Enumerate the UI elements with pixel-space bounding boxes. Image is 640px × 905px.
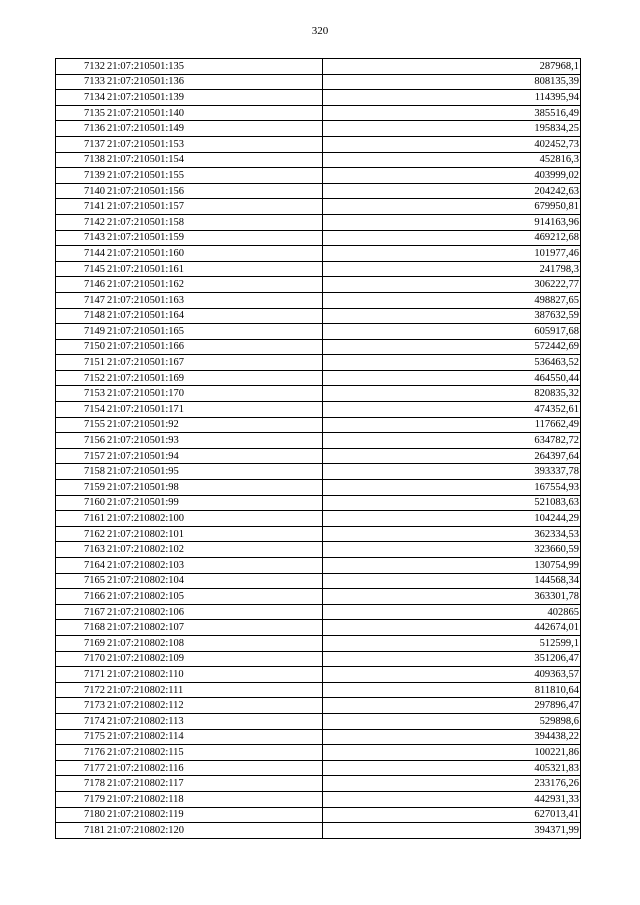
registry-table	[55, 58, 581, 839]
cadastral-number-cell: 21:07:210501:94	[106, 448, 323, 464]
table-row	[56, 277, 581, 293]
cadastral-number-cell: 21:07:210501:161	[106, 261, 323, 277]
cadastral-number-cell: 21:07:210802:100	[106, 511, 323, 527]
value-cell: 402452,73	[323, 136, 581, 152]
row-number-cell: 7157	[56, 448, 107, 464]
row-number-cell: 7165	[56, 573, 107, 589]
cadastral-number-cell: 21:07:210501:139	[106, 90, 323, 106]
row-number-cell: 7154	[56, 402, 107, 418]
table-row	[56, 308, 581, 324]
table-row	[56, 651, 581, 667]
table-row	[56, 74, 581, 90]
cadastral-number-cell: 21:07:210501:93	[106, 433, 323, 449]
cadastral-number-cell: 21:07:210501:167	[106, 355, 323, 371]
cadastral-number-cell: 21:07:210802:114	[106, 729, 323, 745]
table-row	[56, 729, 581, 745]
value-cell: 403999,02	[323, 168, 581, 184]
row-number-cell: 7181	[56, 823, 107, 839]
row-number-cell: 7155	[56, 417, 107, 433]
table-row	[56, 230, 581, 246]
table-row	[56, 760, 581, 776]
row-number-cell: 7166	[56, 589, 107, 605]
value-cell: 104244,29	[323, 511, 581, 527]
table-row	[56, 292, 581, 308]
value-cell: 393337,78	[323, 464, 581, 480]
row-number-cell: 7164	[56, 558, 107, 574]
row-number-cell: 7150	[56, 339, 107, 355]
row-number-cell: 7168	[56, 620, 107, 636]
cadastral-number-cell: 21:07:210501:98	[106, 480, 323, 496]
cadastral-number-cell: 21:07:210501:164	[106, 308, 323, 324]
value-cell: 402865	[323, 604, 581, 620]
cadastral-number-cell: 21:07:210802:101	[106, 526, 323, 542]
cadastral-number-cell: 21:07:210501:136	[106, 74, 323, 90]
value-cell: 627013,41	[323, 807, 581, 823]
row-number-cell: 7151	[56, 355, 107, 371]
table-row	[56, 480, 581, 496]
cadastral-number-cell: 21:07:210501:92	[106, 417, 323, 433]
value-cell: 536463,52	[323, 355, 581, 371]
table-row	[56, 386, 581, 402]
cadastral-number-cell: 21:07:210501:170	[106, 386, 323, 402]
table-row	[56, 589, 581, 605]
value-cell: 100221,86	[323, 745, 581, 761]
value-cell: 605917,68	[323, 324, 581, 340]
row-number-cell: 7170	[56, 651, 107, 667]
table-row	[56, 448, 581, 464]
table-row	[56, 214, 581, 230]
value-cell: 323660,59	[323, 542, 581, 558]
row-number-cell: 7146	[56, 277, 107, 293]
table-row	[56, 698, 581, 714]
row-number-cell: 7156	[56, 433, 107, 449]
value-cell: 387632,59	[323, 308, 581, 324]
row-number-cell: 7137	[56, 136, 107, 152]
table-row	[56, 745, 581, 761]
table-body	[56, 59, 581, 839]
table-row	[56, 183, 581, 199]
row-number-cell: 7160	[56, 495, 107, 511]
cadastral-number-cell: 21:07:210802:115	[106, 745, 323, 761]
cadastral-number-cell: 21:07:210501:157	[106, 199, 323, 215]
table-row	[56, 136, 581, 152]
table-row	[56, 495, 581, 511]
value-cell: 512599,1	[323, 635, 581, 651]
table-row	[56, 168, 581, 184]
row-number-cell: 7172	[56, 682, 107, 698]
value-cell: 233176,26	[323, 776, 581, 792]
row-number-cell: 7152	[56, 370, 107, 386]
cadastral-number-cell: 21:07:210501:163	[106, 292, 323, 308]
cadastral-number-cell: 21:07:210501:95	[106, 464, 323, 480]
row-number-cell: 7142	[56, 214, 107, 230]
cadastral-number-cell: 21:07:210501:154	[106, 152, 323, 168]
table-row	[56, 542, 581, 558]
cadastral-number-cell: 21:07:210501:165	[106, 324, 323, 340]
table-row	[56, 199, 581, 215]
table-row	[56, 620, 581, 636]
value-cell: 394438,22	[323, 729, 581, 745]
table-row	[56, 635, 581, 651]
cadastral-number-cell: 21:07:210501:99	[106, 495, 323, 511]
table-row	[56, 121, 581, 137]
cadastral-number-cell: 21:07:210501:158	[106, 214, 323, 230]
value-cell: 474352,61	[323, 402, 581, 418]
row-number-cell: 7143	[56, 230, 107, 246]
value-cell: 362334,53	[323, 526, 581, 542]
value-cell: 363301,78	[323, 589, 581, 605]
value-cell: 409363,57	[323, 667, 581, 683]
table-row	[56, 573, 581, 589]
row-number-cell: 7149	[56, 324, 107, 340]
cadastral-number-cell: 21:07:210802:116	[106, 760, 323, 776]
table-row	[56, 246, 581, 262]
cadastral-number-cell: 21:07:210802:119	[106, 807, 323, 823]
cadastral-number-cell: 21:07:210802:109	[106, 651, 323, 667]
value-cell: 306222,77	[323, 277, 581, 293]
cadastral-number-cell: 21:07:210501:140	[106, 105, 323, 121]
table-row	[56, 558, 581, 574]
value-cell: 521083,63	[323, 495, 581, 511]
value-cell: 351206,47	[323, 651, 581, 667]
value-cell: 195834,25	[323, 121, 581, 137]
table-row	[56, 667, 581, 683]
row-number-cell: 7171	[56, 667, 107, 683]
table-row	[56, 807, 581, 823]
value-cell: 811810,64	[323, 682, 581, 698]
row-number-cell: 7135	[56, 105, 107, 121]
table-row	[56, 511, 581, 527]
value-cell: 167554,93	[323, 480, 581, 496]
row-number-cell: 7134	[56, 90, 107, 106]
cadastral-number-cell: 21:07:210501:166	[106, 339, 323, 355]
cadastral-number-cell: 21:07:210802:112	[106, 698, 323, 714]
row-number-cell: 7138	[56, 152, 107, 168]
cadastral-number-cell: 21:07:210802:117	[106, 776, 323, 792]
row-number-cell: 7179	[56, 791, 107, 807]
row-number-cell: 7159	[56, 480, 107, 496]
row-number-cell: 7174	[56, 713, 107, 729]
table-row	[56, 776, 581, 792]
table-row	[56, 604, 581, 620]
value-cell: 241798,3	[323, 261, 581, 277]
value-cell: 442674,01	[323, 620, 581, 636]
row-number-cell: 7173	[56, 698, 107, 714]
value-cell: 442931,33	[323, 791, 581, 807]
table-row	[56, 339, 581, 355]
value-cell: 385516,49	[323, 105, 581, 121]
row-number-cell: 7147	[56, 292, 107, 308]
table-row	[56, 59, 581, 75]
table-row	[56, 464, 581, 480]
row-number-cell: 7132	[56, 59, 107, 75]
row-number-cell: 7145	[56, 261, 107, 277]
cadastral-number-cell: 21:07:210802:113	[106, 713, 323, 729]
value-cell: 287968,1	[323, 59, 581, 75]
cadastral-number-cell: 21:07:210802:120	[106, 823, 323, 839]
page-number: 320	[311, 25, 329, 37]
row-number-cell: 7163	[56, 542, 107, 558]
table-row	[56, 402, 581, 418]
row-number-cell: 7153	[56, 386, 107, 402]
table-row	[56, 324, 581, 340]
value-cell: 114395,94	[323, 90, 581, 106]
row-number-cell: 7144	[56, 246, 107, 262]
table-row	[56, 823, 581, 839]
value-cell: 634782,72	[323, 433, 581, 449]
cadastral-number-cell: 21:07:210802:107	[106, 620, 323, 636]
cadastral-number-cell: 21:07:210501:156	[106, 183, 323, 199]
value-cell: 529898,6	[323, 713, 581, 729]
row-number-cell: 7167	[56, 604, 107, 620]
table-row	[56, 105, 581, 121]
value-cell: 117662,49	[323, 417, 581, 433]
cadastral-number-cell: 21:07:210501:155	[106, 168, 323, 184]
row-number-cell: 7158	[56, 464, 107, 480]
value-cell: 498827,65	[323, 292, 581, 308]
cadastral-number-cell: 21:07:210501:149	[106, 121, 323, 137]
cadastral-number-cell: 21:07:210501:171	[106, 402, 323, 418]
table-row	[56, 417, 581, 433]
value-cell: 808135,39	[323, 74, 581, 90]
cadastral-number-cell: 21:07:210802:106	[106, 604, 323, 620]
table-row	[56, 90, 581, 106]
table-row	[56, 526, 581, 542]
table-row	[56, 713, 581, 729]
value-cell: 130754,99	[323, 558, 581, 574]
cadastral-number-cell: 21:07:210501:135	[106, 59, 323, 75]
table-row	[56, 370, 581, 386]
cadastral-number-cell: 21:07:210501:169	[106, 370, 323, 386]
value-cell: 679950,81	[323, 199, 581, 215]
cadastral-number-cell: 21:07:210501:153	[106, 136, 323, 152]
value-cell: 572442,69	[323, 339, 581, 355]
value-cell: 144568,34	[323, 573, 581, 589]
cadastral-number-cell: 21:07:210802:102	[106, 542, 323, 558]
cadastral-number-cell: 21:07:210802:108	[106, 635, 323, 651]
row-number-cell: 7140	[56, 183, 107, 199]
value-cell: 464550,44	[323, 370, 581, 386]
cadastral-number-cell: 21:07:210802:105	[106, 589, 323, 605]
cadastral-number-cell: 21:07:210802:110	[106, 667, 323, 683]
cadastral-number-cell: 21:07:210802:118	[106, 791, 323, 807]
row-number-cell: 7176	[56, 745, 107, 761]
row-number-cell: 7161	[56, 511, 107, 527]
table-row	[56, 433, 581, 449]
table-row	[56, 682, 581, 698]
table-row	[56, 261, 581, 277]
value-cell: 914163,96	[323, 214, 581, 230]
row-number-cell: 7175	[56, 729, 107, 745]
cadastral-number-cell: 21:07:210802:111	[106, 682, 323, 698]
row-number-cell: 7162	[56, 526, 107, 542]
row-number-cell: 7133	[56, 74, 107, 90]
value-cell: 469212,68	[323, 230, 581, 246]
value-cell: 101977,46	[323, 246, 581, 262]
value-cell: 264397,64	[323, 448, 581, 464]
row-number-cell: 7148	[56, 308, 107, 324]
row-number-cell: 7169	[56, 635, 107, 651]
cadastral-number-cell: 21:07:210501:160	[106, 246, 323, 262]
cadastral-number-cell: 21:07:210802:104	[106, 573, 323, 589]
cadastral-number-cell: 21:07:210501:159	[106, 230, 323, 246]
row-number-cell: 7141	[56, 199, 107, 215]
table-row	[56, 152, 581, 168]
table-row	[56, 355, 581, 371]
value-cell: 820835,32	[323, 386, 581, 402]
value-cell: 204242,63	[323, 183, 581, 199]
cadastral-number-cell: 21:07:210802:103	[106, 558, 323, 574]
table-row	[56, 791, 581, 807]
row-number-cell: 7177	[56, 760, 107, 776]
row-number-cell: 7180	[56, 807, 107, 823]
cadastral-number-cell: 21:07:210501:162	[106, 277, 323, 293]
value-cell: 405321,83	[323, 760, 581, 776]
value-cell: 394371,99	[323, 823, 581, 839]
value-cell: 297896,47	[323, 698, 581, 714]
row-number-cell: 7178	[56, 776, 107, 792]
row-number-cell: 7136	[56, 121, 107, 137]
value-cell: 452816,3	[323, 152, 581, 168]
row-number-cell: 7139	[56, 168, 107, 184]
